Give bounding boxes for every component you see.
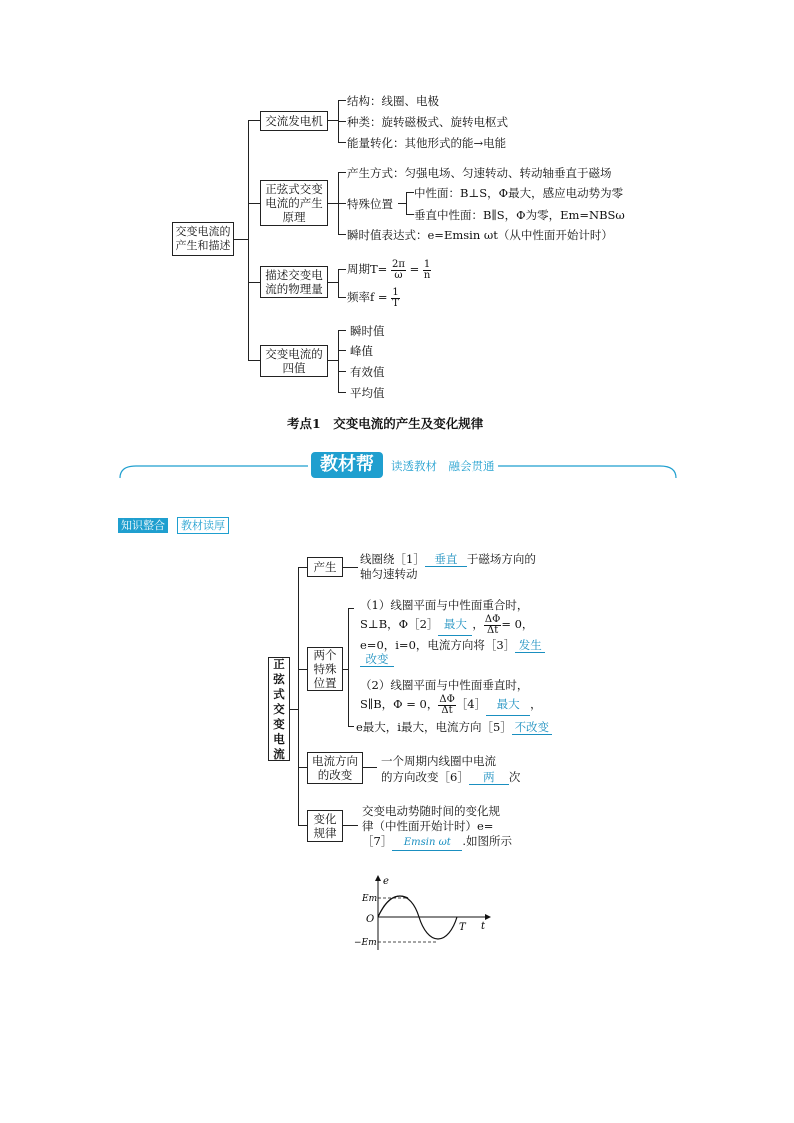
sine-neutral: 中性面：B⊥S，Φ最大，感应电动势为零: [414, 186, 624, 200]
sine-box: 正弦式交变电流的产生原理: [260, 180, 328, 226]
tree1-root: 交变电流的产生和描述: [172, 222, 234, 256]
blank-4[interactable]: 最大: [486, 693, 530, 716]
connector: [343, 567, 358, 568]
special-p1-line3: e=0，i=0，电流方向将［3］ 发生: [360, 638, 545, 653]
direction-line2: 的方向改变［6］ 两 次: [381, 770, 521, 784]
connector: [290, 709, 298, 710]
connector: [348, 726, 354, 727]
gen-item-energy: 能量转化：其他形式的能→电能: [347, 136, 507, 150]
direction-box: 电流方向的改变: [307, 752, 363, 784]
connector: [338, 172, 346, 173]
connector: [248, 120, 260, 121]
produce-box: 产生: [307, 557, 343, 577]
produce-line2: 轴匀速转动: [360, 567, 418, 581]
connector: [328, 282, 338, 283]
banner-subtitle: 读透教材 融会贯通: [391, 459, 495, 473]
connector: [406, 192, 407, 214]
blank-6[interactable]: 两: [469, 770, 509, 785]
law-line1: 交变电动势随时间的变化规: [362, 804, 500, 818]
connector: [348, 608, 349, 726]
connector: [338, 350, 346, 351]
tree2-root: 正弦式交变电流: [268, 657, 290, 761]
connector: [248, 120, 249, 360]
period-fraction-2: $\frac{1}{n}$: [423, 258, 431, 281]
blank-3b[interactable]: 改变: [360, 652, 394, 667]
sine-graph: [352, 872, 494, 954]
phys-period: 周期T= $\frac{2\pi}{\omega}$ = $\frac{1}{n}$: [347, 258, 431, 281]
connector: [328, 120, 338, 121]
connector: [363, 767, 377, 768]
connector: [248, 203, 260, 204]
special-p1-line1: （1）线圈平面与中性面重合时，: [360, 598, 529, 612]
connector: [328, 360, 338, 361]
tag-knowledge: 知识整合: [118, 518, 168, 533]
law-line3: ［7］ Emsin ωt .如图所示: [362, 834, 512, 851]
blank-7[interactable]: Emsin ωt: [392, 836, 462, 851]
connector: [338, 371, 346, 372]
connector: [328, 203, 338, 204]
sine-special: 特殊位置: [347, 197, 393, 211]
connector: [338, 330, 339, 392]
period-label: T: [459, 922, 466, 933]
law-box: 变化规律: [307, 810, 343, 842]
connector: [406, 214, 414, 215]
four-item-effective: 有效值: [350, 365, 385, 379]
phys-box: 描述交变电流的物理量: [260, 266, 328, 298]
connector: [338, 142, 346, 143]
tag-textbook: 教材读厚: [177, 517, 229, 534]
p2-fraction: $\frac{\Delta\Phi}{\Delta t}$: [439, 693, 455, 716]
four-item-average: 平均值: [350, 386, 385, 400]
connector: [348, 608, 354, 609]
connector: [248, 282, 260, 283]
connector: [298, 669, 307, 670]
section-title: 考点1 交变电流的产生及变化规律: [287, 416, 484, 431]
connector: [343, 825, 358, 826]
special-p2-line1: （2）线圈平面与中性面垂直时，: [360, 678, 529, 692]
x-label: t: [481, 921, 486, 932]
connector: [298, 825, 307, 826]
connector: [338, 269, 346, 270]
connector: [338, 121, 346, 122]
special-p1-line4: [360, 652, 394, 667]
connector: [398, 203, 406, 204]
blank-3a[interactable]: 发生: [515, 638, 545, 653]
connector: [298, 567, 299, 825]
connector: [338, 392, 346, 393]
gen-item-structure: 结构：线圈、电极: [347, 94, 439, 108]
law-line2: 律（中性面开始计时）e=: [362, 819, 494, 833]
frequency-fraction: $\frac{1}{T}$: [392, 286, 399, 309]
direction-line1: 一个周期内线圈中电流: [381, 754, 496, 768]
sine-curve: [378, 896, 408, 917]
four-box: 交变电流的四值: [260, 345, 328, 377]
period-fraction-1: $\frac{2\pi}{\omega}$: [391, 258, 405, 281]
sine-perp: 垂直中性面：B∥S，Φ为零，Em=NBSω: [414, 208, 625, 222]
connector: [338, 203, 346, 204]
sine-instant: 瞬时值表达式：e=Emsin ωt（从中性面开始计时）: [347, 228, 613, 242]
connector: [338, 330, 346, 331]
four-item-instant: 瞬时值: [350, 324, 385, 338]
em-label: Em: [362, 894, 378, 904]
y-label: e: [383, 876, 389, 887]
special-box: 两个特殊位置: [307, 647, 343, 691]
blank-2[interactable]: 最大: [438, 613, 472, 636]
blank-5[interactable]: 不改变: [512, 720, 552, 735]
connector: [248, 360, 260, 361]
blank-1[interactable]: 垂直: [425, 552, 467, 567]
p1-fraction: $\frac{\Delta\Phi}{\Delta t}$: [484, 613, 501, 636]
gen-item-types: 种类：旋转磁极式、旋转电枢式: [347, 115, 508, 129]
sine-method: 产生方式：匀强电场、匀速转动、转动轴垂直于磁场: [347, 166, 612, 180]
connector: [338, 100, 346, 101]
four-item-peak: 峰值: [350, 344, 373, 358]
gen-box: 交流发电机: [260, 111, 328, 131]
produce-line1: 线圈绕［1］ 垂直 于磁场方向的: [360, 552, 536, 566]
special-p2-line3: e最大，i最大，电流方向［5］ 不改变: [356, 720, 552, 735]
banner-title: 教材帮: [311, 452, 383, 478]
origin-label: O: [366, 914, 375, 925]
phys-frequency: 频率f = $\frac{1}{T}$: [347, 286, 399, 309]
connector: [298, 567, 307, 568]
connector: [338, 234, 346, 235]
special-p2-line2: S∥B，Φ = 0， $\frac{\Delta\Phi}{\Delta t}$ ［4］ 最大 ，: [360, 693, 542, 716]
connector: [406, 192, 414, 193]
special-p1-line2: S⊥B，Φ［2］ 最大 ， $\frac{\Delta\Phi}{\Delta t}$ = 0，: [360, 613, 534, 636]
connector: [338, 297, 346, 298]
neg-em-label: −Em: [354, 938, 377, 948]
connector: [338, 269, 339, 297]
connector: [234, 239, 248, 240]
connector: [298, 767, 307, 768]
